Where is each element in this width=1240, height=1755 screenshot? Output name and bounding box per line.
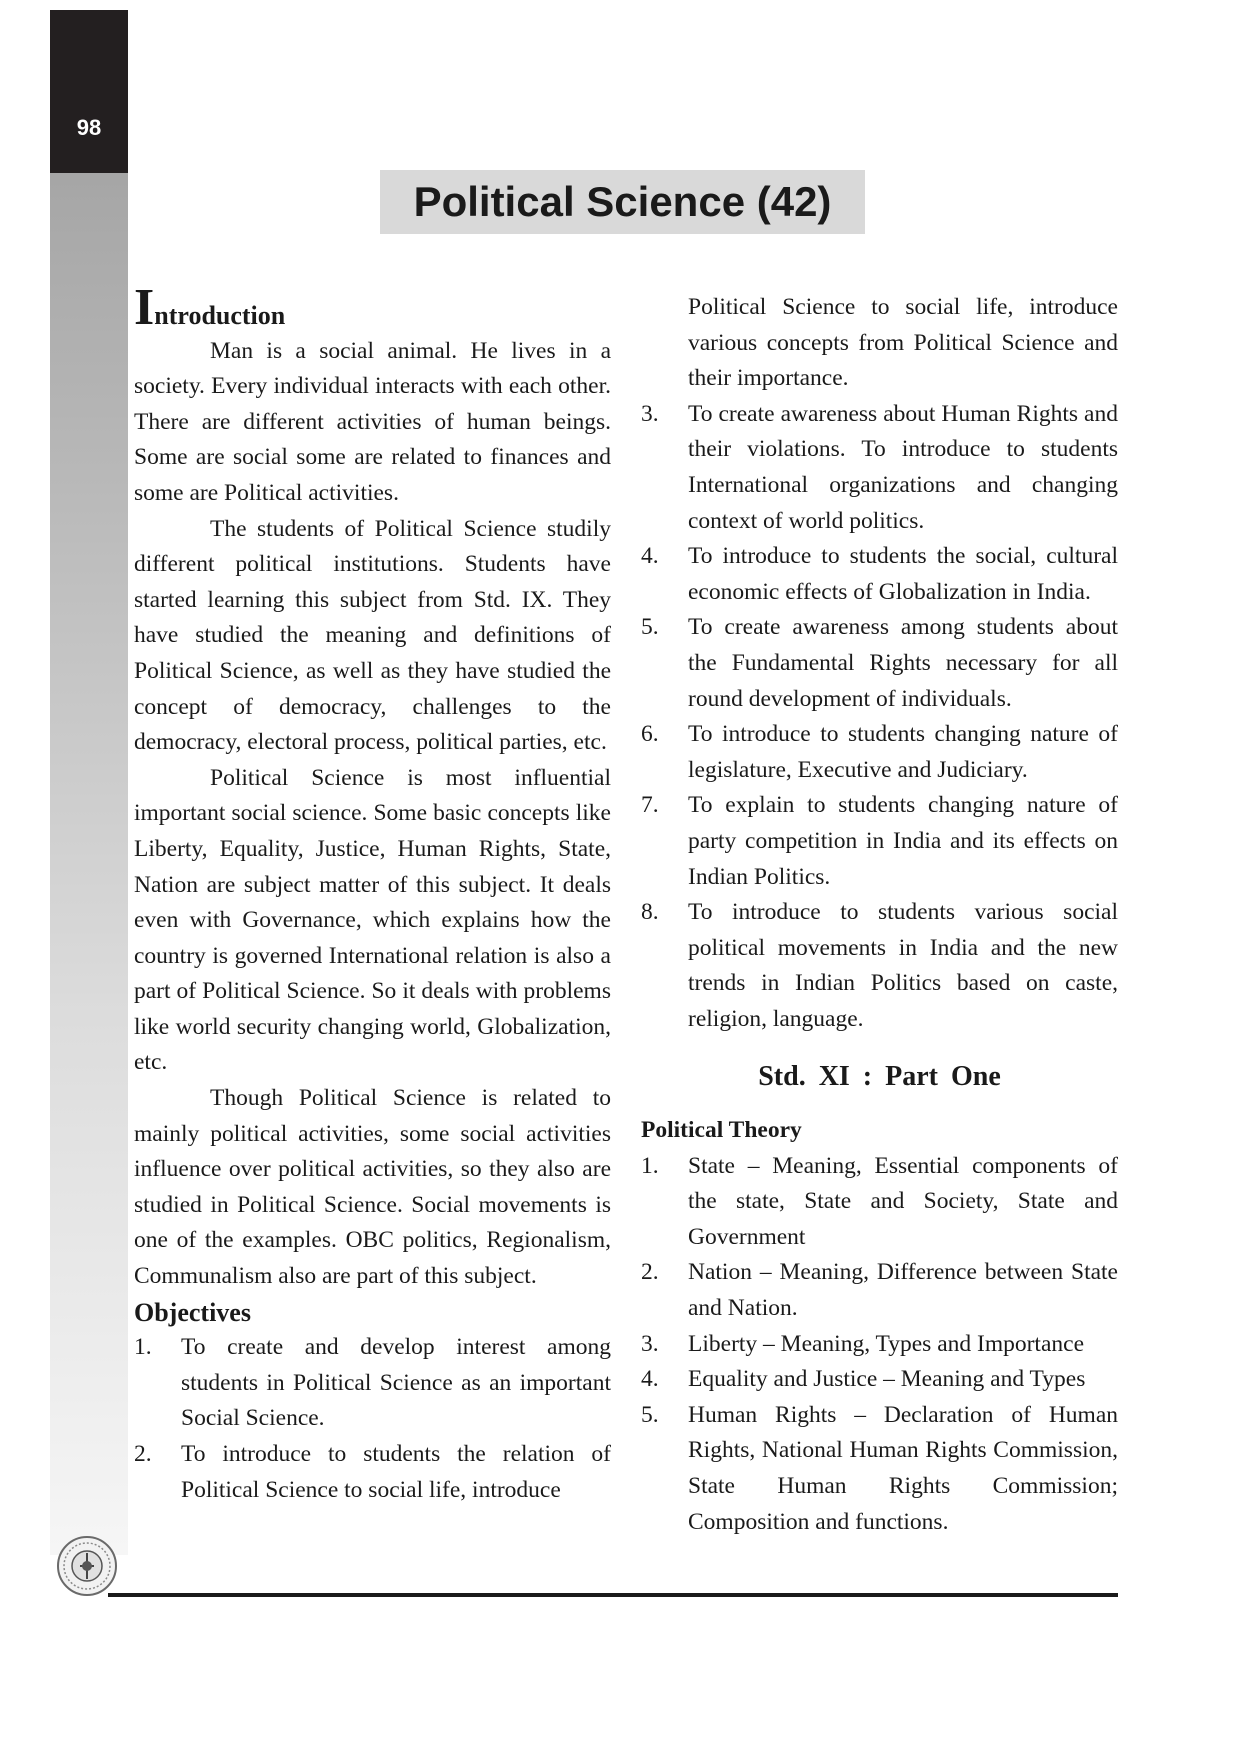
objective-number: 7.: [641, 792, 659, 819]
objective-text: To introduce to students the social, cultural economic effects of Globalization in India.: [688, 543, 1118, 605]
objective-continuation: Political Science to social life, introduce various concepts from Political Science and their importance.: [688, 294, 1118, 392]
page-number: 98: [76, 115, 102, 140]
objectives-heading: Objectives: [134, 1297, 251, 1327]
objective-item: [134, 1437, 611, 1508]
intro-paragraph-4: Though Political Science is related to mainly political activities, some social activities influence over political activities, so they also are studied in Political Science. Social movements is one of the examples. OBC politics, Regionalism, Communalism also are part of this subject.: [134, 1085, 611, 1290]
syllabus-item: [641, 1327, 1118, 1363]
syllabus-item: [641, 1149, 1118, 1256]
bottom-rule: [108, 1593, 1118, 1597]
political-theory-heading: Political Theory: [641, 1117, 802, 1144]
objective-number: 1.: [134, 1334, 152, 1361]
introduction-heading-rest: ntroduction: [154, 301, 286, 330]
objective-number: 4.: [641, 543, 659, 570]
syllabus-text: Nation – Meaning, Difference between State and Nation.: [688, 1259, 1118, 1322]
objective-text: To introduce to students various social political movements in India and the new trends in Indian Politics based on caste, religion, language.: [688, 899, 1118, 1032]
syllabus-item: [641, 1362, 1118, 1398]
objective-text: To create and develop interest among students in Political Science as an important Social Science.: [181, 1334, 611, 1432]
objective-item: [134, 1330, 611, 1437]
objective-item: [641, 788, 1118, 895]
side-gradient-bar: [50, 10, 128, 1555]
intro-paragraph-1: Man is a social animal. He lives in a society. Every individual interacts with each other. There are different activities of human beings. Some are social some are related to finances and some are Political activities.: [134, 337, 611, 506]
objective-item: [641, 397, 1118, 539]
title-box: [380, 170, 865, 234]
syllabus-number: 5.: [641, 1401, 659, 1428]
objective-text: To explain to students changing nature of party competition in India and its effects on Indian Politics.: [688, 792, 1118, 890]
intro-paragraph-3: Political Science is most influential important social science. Some basic concepts like Liberty, Equality, Justice, Human Rights, State, Nation are subject matter of this subject. It deals even with Governance, which explains how the country is governed International relation is also a part of Political Science. So it deals with problems like world security changing world, Globalization, etc.: [134, 764, 611, 1076]
right-column: [641, 290, 1118, 1540]
objective-text: To introduce to students the relation of Political Science to social life, introduce: [181, 1441, 611, 1503]
page-title: Political Science (42): [413, 178, 832, 225]
page-number-tab: [50, 10, 128, 173]
objective-number: 5.: [641, 614, 659, 641]
objective-text: To create awareness among students about the Fundamental Rights necessary for all round development of individuals.: [688, 614, 1118, 712]
objective-number: 2.: [134, 1441, 152, 1467]
objective-number: 3.: [641, 400, 659, 427]
syllabus-number: 3.: [641, 1330, 659, 1357]
syllabus-text: Human Rights – Declaration of Human Rights, National Human Rights Commission, State Human Rights Commission; Composition and functions.: [688, 1401, 1118, 1535]
std-part-heading: Std. XI : Part One: [758, 1061, 1001, 1093]
objective-number: 8.: [641, 899, 659, 926]
introduction-heading: [134, 279, 611, 336]
objective-text: To introduce to students changing nature of legislature, Executive and Judiciary.: [688, 721, 1118, 783]
syllabus-number: 1.: [641, 1152, 659, 1179]
dropcap: I: [134, 279, 155, 336]
intro-paragraph-2: The students of Political Science studily different political institutions. Students have started learning this subject from Std. IX. They have studied the meaning and definitions of Political Science, as well as they have studied the concept of democracy, challenges to the democracy, electoral process, political parties, etc.: [134, 515, 611, 756]
syllabus-text: Liberty – Meaning, Types and Importance: [688, 1330, 1085, 1357]
syllabus-number: 4.: [641, 1366, 659, 1393]
objective-item: [641, 610, 1118, 717]
emblem-seal-icon: [56, 1535, 118, 1597]
left-column: [134, 279, 611, 1508]
syllabus-text: State – Meaning, Essential components of the state, State and Society, State and Government: [688, 1152, 1118, 1250]
objective-item: [641, 539, 1118, 610]
objective-item: [641, 717, 1118, 788]
syllabus-item: [641, 1398, 1118, 1540]
syllabus-number: 2.: [641, 1259, 659, 1286]
objective-text: To create awareness about Human Rights and their violations. To introduce to students International organizations and changing context of world politics.: [688, 400, 1118, 534]
objective-item: [641, 895, 1118, 1037]
syllabus-item: [641, 1255, 1118, 1326]
objective-number: 6.: [641, 721, 659, 748]
syllabus-text: Equality and Justice – Meaning and Types: [688, 1366, 1086, 1393]
